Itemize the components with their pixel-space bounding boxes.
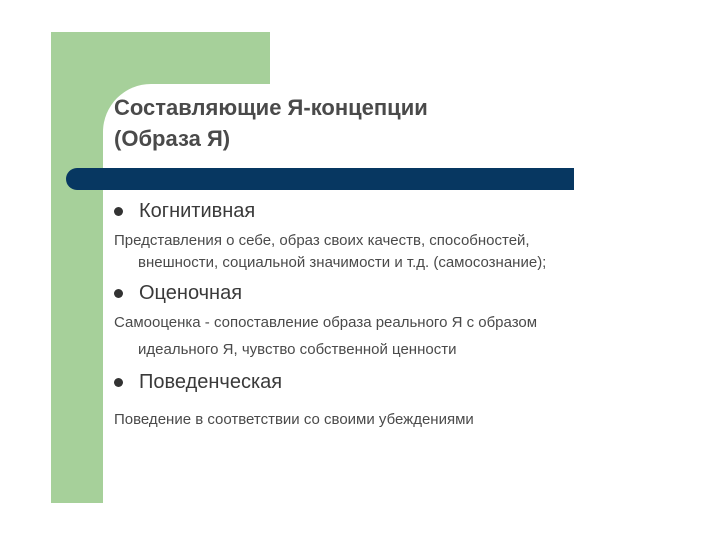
item-heading: Оценочная bbox=[139, 282, 243, 304]
item-description-line: идеального Я, чувство собственной ценности bbox=[138, 341, 457, 358]
list-item-evaluative bbox=[114, 282, 242, 305]
item-description-line: внешности, социальной значимости и т.д. (самосознание); bbox=[138, 254, 547, 271]
item-description-line: Представления о себе, образ своих качеств, способностей, bbox=[114, 232, 530, 249]
slide-title bbox=[114, 92, 428, 154]
list-item-behavioral bbox=[114, 371, 282, 394]
item-description-line: Самооценка - сопоставление образа реального Я с образом bbox=[114, 314, 538, 331]
bullet-icon bbox=[114, 289, 123, 298]
bullet-icon bbox=[114, 378, 123, 387]
item-heading: Когнитивная bbox=[139, 200, 256, 222]
title-divider-bar bbox=[66, 168, 574, 190]
title-line-1: Составляющие Я-концепции bbox=[114, 95, 428, 120]
bullet-icon bbox=[114, 207, 123, 216]
item-description-line: Поведение в соответствии со своими убеждениями bbox=[114, 411, 474, 428]
item-heading: Поведенческая bbox=[139, 371, 283, 393]
list-item-cognitive bbox=[114, 200, 255, 223]
title-line-2: (Образа Я) bbox=[114, 126, 231, 151]
